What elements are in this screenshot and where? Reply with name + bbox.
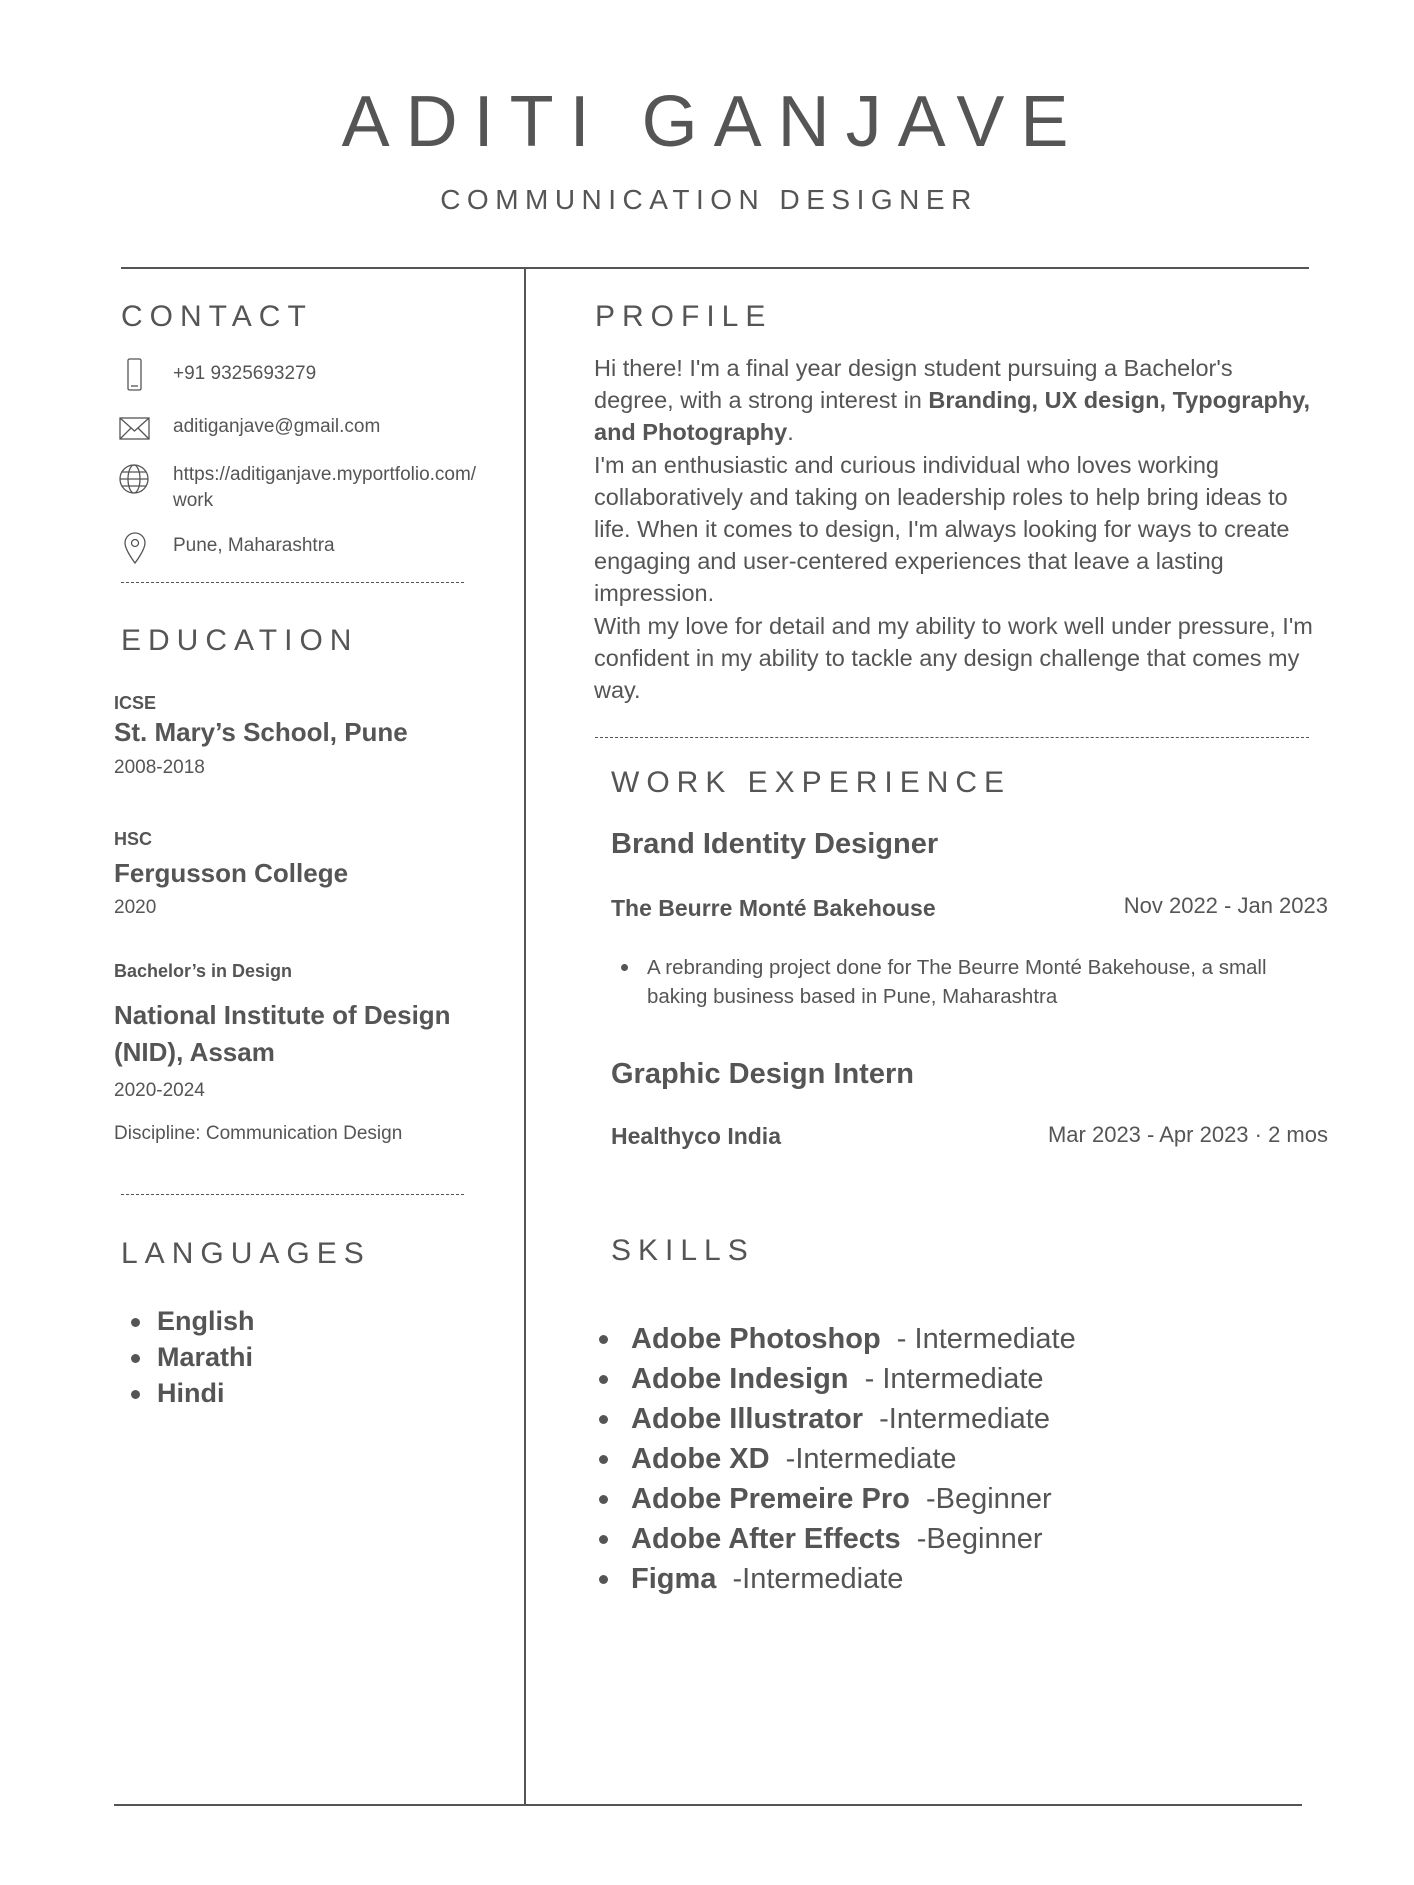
skill-name: Adobe Photoshop xyxy=(631,1323,881,1355)
job-company: The Beurre Monté Bakehouse xyxy=(611,895,936,921)
work-heading: WORK EXPERIENCE xyxy=(611,766,1012,799)
profile-heading: PROFILE xyxy=(595,300,773,333)
bullet xyxy=(599,1335,608,1344)
education-school-line1: National Institute of Design xyxy=(114,1000,451,1030)
skill-level: - Intermediate xyxy=(880,1323,1076,1355)
phone-icon xyxy=(118,358,152,392)
skill-item xyxy=(631,1365,1044,1394)
skill-item xyxy=(631,1325,1076,1354)
education-school-line2: (NID), Assam xyxy=(114,1037,275,1067)
skill-name: Figma xyxy=(631,1563,717,1595)
bullet xyxy=(621,964,628,971)
bullet xyxy=(599,1575,608,1584)
bullet xyxy=(599,1455,608,1464)
skill-level: -Intermediate xyxy=(769,1443,957,1475)
job-title: Graphic Design Intern xyxy=(611,1058,914,1090)
job-dates: Nov 2022 - Jan 2023 xyxy=(1123,893,1328,918)
email-address[interactable]: aditiganjave@gmail.com xyxy=(173,416,381,437)
globe-icon xyxy=(118,462,152,496)
education-level: HSC xyxy=(114,829,153,849)
profile-paragraph: I'm an enthusiastic and curious individual who loves working collaboratively and taking on leadership roles to help bring ideas to life. When it comes to design, I'm always looking for ways to create engaging and user-centered experiences that leave a lasting impression. xyxy=(594,451,1290,607)
phone-number[interactable]: +91 9325693279 xyxy=(173,363,317,384)
contact-heading: CONTACT xyxy=(121,300,313,333)
skills-heading: SKILLS xyxy=(611,1234,755,1267)
job-dates: Mar 2023 - Apr 2023 · 2 mos xyxy=(1047,1122,1328,1147)
education-heading: EDUCATION xyxy=(121,624,359,657)
skill-level: -Intermediate xyxy=(716,1563,904,1595)
job-title: Brand Identity Designer xyxy=(611,828,939,860)
education-level: ICSE xyxy=(114,693,157,713)
skill-name: Adobe XD xyxy=(631,1443,770,1475)
profile-separator xyxy=(595,737,1309,738)
job-description: A rebranding project done for The Beurre Monté Bakehouse, a small baking business based in Pune, Maharashtra xyxy=(647,956,1267,1008)
language-item: Hindi xyxy=(157,1378,225,1408)
education-years: 2008-2018 xyxy=(114,757,205,778)
profile-paragraph: Hi there! I'm a final year design student pursuing a Bachelor's degree, with a strong interest in Branding, UX design, Typography, and Photography. xyxy=(594,355,1311,446)
bullet xyxy=(131,1354,140,1363)
education-separator xyxy=(121,1194,464,1195)
skill-name: Adobe After Effects xyxy=(631,1523,901,1555)
mail-icon xyxy=(118,412,152,446)
job-company: Healthyco India xyxy=(611,1123,781,1149)
skill-item xyxy=(631,1445,957,1474)
profile-interests: Branding, UX design, Typography, and Photography xyxy=(594,387,1311,446)
language-item: English xyxy=(157,1306,255,1336)
skill-item xyxy=(631,1565,903,1594)
location-pin-icon xyxy=(118,531,152,565)
skill-level: -Beginner xyxy=(900,1523,1043,1555)
education-level: Bachelor’s in Design xyxy=(114,961,293,981)
candidate-name: ADITI GANJAVE xyxy=(341,82,1085,162)
skill-item xyxy=(631,1525,1042,1554)
skill-level: -Intermediate xyxy=(863,1403,1050,1435)
skill-name: Adobe Illustrator xyxy=(631,1403,864,1435)
bullet xyxy=(599,1415,608,1424)
bullet xyxy=(599,1375,608,1384)
education-years: 2020-2024 xyxy=(114,1080,205,1101)
bullet xyxy=(131,1390,140,1399)
education-years: 2020 xyxy=(114,897,157,918)
bullet xyxy=(131,1318,140,1327)
skill-name: Adobe Premeire Pro xyxy=(631,1483,910,1515)
education-school xyxy=(114,997,494,1071)
website-url-line2: work xyxy=(173,490,214,511)
education-school: St. Mary’s School, Pune xyxy=(114,717,408,747)
skill-item xyxy=(631,1405,1050,1434)
contact-separator xyxy=(121,582,464,583)
skill-level: - Intermediate xyxy=(848,1363,1044,1395)
language-item: Marathi xyxy=(157,1342,254,1372)
education-discipline: Discipline: Communication Design xyxy=(114,1123,403,1144)
skill-name: Adobe Indesign xyxy=(631,1363,849,1395)
bullet xyxy=(599,1495,608,1504)
candidate-role: COMMUNICATION DESIGNER xyxy=(440,184,978,215)
skill-level: -Beginner xyxy=(909,1483,1052,1515)
profile-text xyxy=(594,352,1314,706)
education-school: Fergusson College xyxy=(114,858,349,888)
column-divider xyxy=(524,267,526,1805)
top-divider xyxy=(121,267,1309,269)
skill-item xyxy=(631,1485,1052,1514)
website-url-line1: https://aditiganjave.myportfolio.com/ xyxy=(173,464,477,485)
bottom-divider xyxy=(114,1804,1302,1806)
profile-paragraph: With my love for detail and my ability to work well under pressure, I'm confident in my ability to tackle any design challenge that comes my way. xyxy=(594,612,1313,704)
bullet xyxy=(599,1535,608,1544)
website-url[interactable] xyxy=(173,462,513,514)
languages-heading: LANGUAGES xyxy=(121,1237,371,1270)
location-text: Pune, Maharashtra xyxy=(173,535,335,556)
